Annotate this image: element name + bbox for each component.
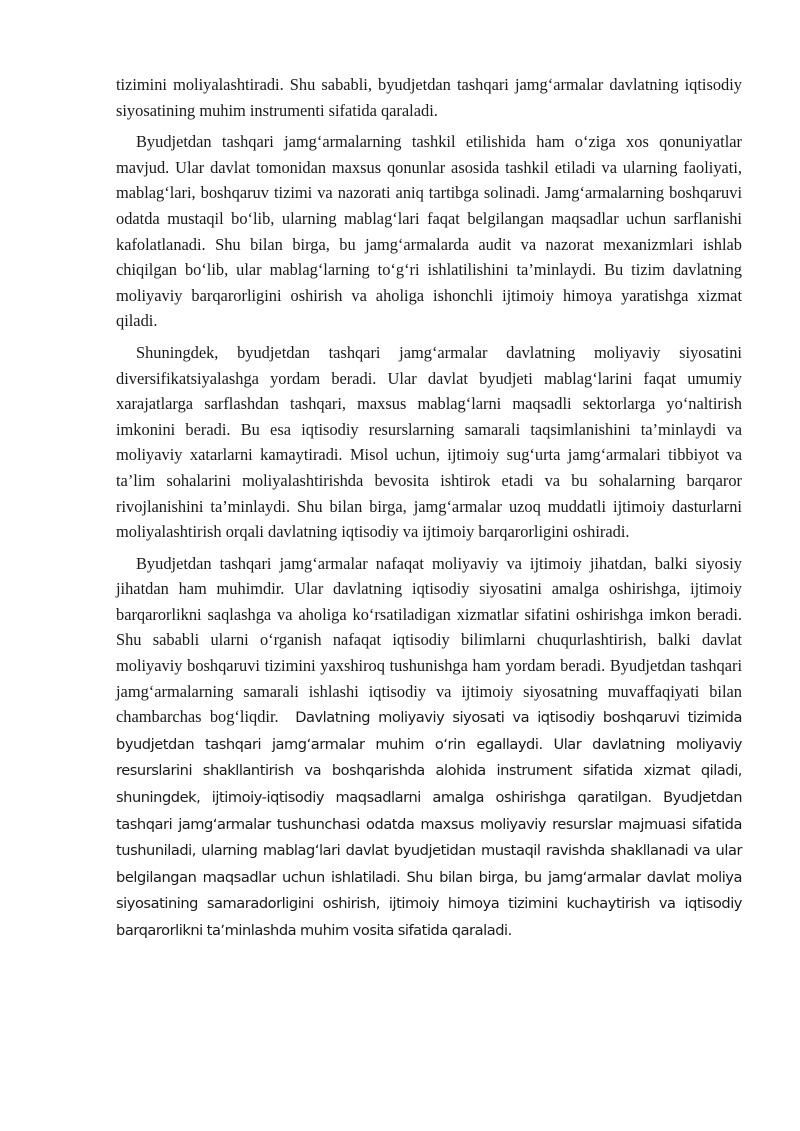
paragraph-4-text: Byudjetdan tashqari jamg‘armalar nafaqat moliyaviy va ijtimoiy jihatdan, balki siyosiy jihatdan ham muhimdir. Ular davlatning iqtisodiy siyosatini amalga oshirishga, ijtimoiy barqarorlikni saqlashga va aholiga ko‘rsatiladigan xizmatlar sifatini oshirishga imkon beradi. Shu sababli ularni o‘rganish nafaqat iqtisodiy bilimlarni chuqurlashtirish, balki davlat moliyaviy boshqaruvi tizimini yaxshiroq tushunishga ham yordam beradi. Byudjetdan tashqari jamg‘armalarning samarali ishlashi iqtisodiy va ijtimoiy siyosatning muvaffaqiyati bilan chambarchas bog‘liqdir. [116, 553, 742, 727]
document-page [116, 72, 742, 950]
paragraph-4-continuation: Davlatning moliyaviy siyosati va iqtisodiy boshqaruvi tizimida byudjetdan tashqari jamgʻarmalar muhim oʻrin egallaydi. Ular davlatning moliyaviy resurslarini shakllantirish va boshqarishda alohida instrument sifatida xizmat qiladi, shuningdek, ijtimoiy-iqtisodiy maqsadlarni amalga oshirishga qaratilgan. Byudjetdan tashqari jamgʻarmalar tushunchasi odatda maxsus moliyaviy resurslar majmuasi sifatida tushuniladi, ularning mablagʻlari davlat byudjetidan mustaqil ravishda shakllanadi va ular belgilangan maqsadlar uchun ishlatiladi. Shu bilan birga, bu jamgʻarmalar davlat moliya siyosatining samaradorligini oshirish, ijtimoiy himoya tizimini kuchaytirish va iqtisodiy barqarorlikni taʼminlashda muhim vosita sifatida qaraladi. [116, 709, 742, 939]
paragraph-4 [116, 551, 742, 944]
paragraph-1: tizimini moliyalashtiradi. Shu sababli, byudjetdan tashqari jamg‘armalar davlatning iqtisodiy siyosatining muhim instrumenti sifatida qaraladi. [116, 75, 742, 120]
paragraph-2: Byudjetdan tashqari jamg‘armalarning tashkil etilishida ham o‘ziga xos qonuniyatlar mavjud. Ular davlat tomonidan maxsus qonunlar asosida tashkil etiladi va ularning faoliyati, mablag‘lari, boshqaruv tizimi va nazorati aniq tartibga solinadi. Jamg‘armalarning boshqaruvi odatda mustaqil bo‘lib, ularning mablag‘lari faqat belgilangan maqsadlar uchun sarflanishi kafolatlanadi. Shu bilan birga, bu jamg‘armalarda audit va nazorat mexanizmlari ishlab chiqilgan bo‘lib, ular mablag‘larning to‘g‘ri ishlatilishini ta’minlaydi. Bu tizim davlatning moliyaviy barqarorligini oshirish va aholiga ishonchli ijtimoiy himoya yaratishga xizmat qiladi. [116, 132, 742, 331]
paragraph-3: Shuningdek, byudjetdan tashqari jamg‘armalar davlatning moliyaviy siyosatini diversifikatsiyalashga yordam beradi. Ular davlat byudjeti mablag‘larini faqat umumiy xarajatlarga sarflashdan tashqari, maxsus mablag‘larni maqsadli sektorlarga yo‘naltirish imkonini beradi. Bu esa iqtisodiy resurslarning samarali taqsimlanishini ta’minlaydi va moliyaviy xatarlarni kamaytiradi. Misol uchun, ijtimoiy sug‘urta jamg‘armalari tibbiyot va ta’lim sohalarini moliyalashtirishda bevosita ishtirok etadi va bu sohalarning barqaror rivojlanishini ta’minlaydi. Shu bilan birga, jamg‘armalar uzoq muddatli ijtimoiy dasturlarni moliyalashtirish orqali davlatning iqtisodiy va ijtimoiy barqarorligini oshiradi. [116, 342, 742, 542]
